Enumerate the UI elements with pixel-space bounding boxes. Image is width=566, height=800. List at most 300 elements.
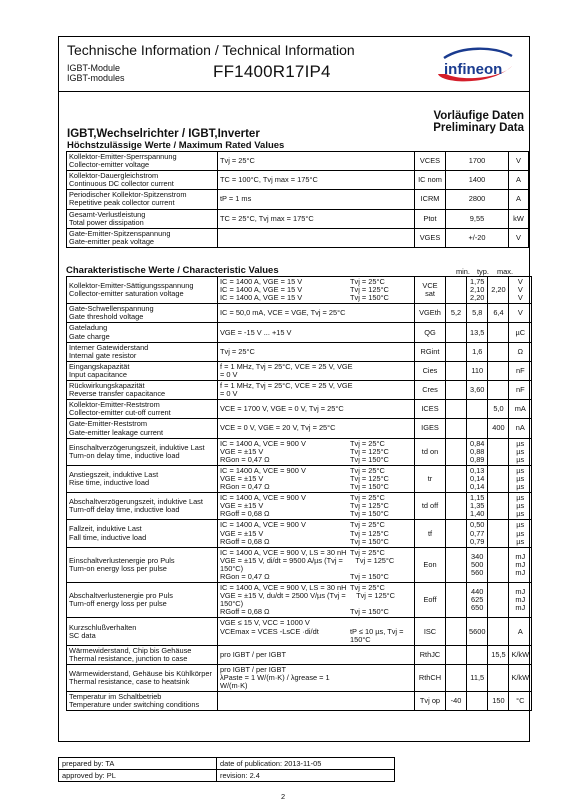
max-rated-table	[66, 151, 529, 248]
unit-line: V	[517, 308, 523, 318]
param-unit	[509, 520, 532, 547]
value-typ-line: 1,6	[472, 346, 483, 356]
unit-line: V	[517, 277, 523, 286]
param-unit: A	[509, 171, 529, 190]
condition-text: VCE = 1700 V, VGE = 0 V, Tvj = 25°C	[220, 404, 344, 414]
value-max	[488, 692, 509, 711]
char-row	[67, 277, 532, 304]
param-condition	[218, 664, 415, 691]
param-symbol: ICRM	[415, 190, 446, 209]
condition-line	[220, 405, 412, 413]
param-symbol: Eon	[415, 547, 446, 582]
param-unit	[509, 583, 532, 618]
condition-text: IC = 1400 A, VCE = 900 V	[220, 465, 306, 475]
param-name-de: Gate-Emitter-Spitzenspannung	[69, 228, 171, 238]
param-name-de: Kollektor-Emitter-Sättigungsspannung	[69, 281, 194, 291]
param-name-de: Anstiegszeit, induktive Last	[69, 469, 159, 479]
param-condition	[218, 583, 415, 618]
param-condition	[218, 438, 415, 465]
param-value: 9,55	[446, 209, 509, 228]
param-condition	[218, 228, 415, 247]
temperature-text: Tvj = 25°C	[350, 520, 385, 530]
char-row	[67, 361, 532, 380]
param-name	[67, 228, 218, 247]
param-symbol: IGES	[415, 419, 446, 438]
header-divider	[58, 91, 530, 92]
param-unit	[509, 361, 532, 380]
condition-text: VGE = ±15 V	[220, 528, 264, 538]
max-rated-title: Höchstzulässige Werte / Maximum Rated Values	[67, 140, 285, 151]
condition-line	[220, 608, 412, 616]
param-unit: V	[509, 228, 529, 247]
condition-text: IC = 50,0 mA, VCE = VGE, Tvj = 25°C	[220, 308, 346, 318]
param-symbol: IC nom	[415, 171, 446, 190]
value-typ-line: 1,75	[470, 277, 485, 286]
unit-line: µs	[516, 520, 525, 530]
document-title: Technische Information / Technical Information	[67, 42, 355, 58]
condition-line	[220, 294, 412, 302]
char-row	[67, 465, 532, 492]
part-number: FF1400R17IP4	[213, 62, 331, 81]
param-name	[67, 583, 218, 618]
param-condition	[218, 493, 415, 520]
param-symbol: tf	[415, 520, 446, 547]
char-row	[67, 400, 532, 419]
unit-line: °C	[516, 696, 525, 706]
char-row	[67, 438, 532, 465]
param-name-de: Wärmewiderstand, Chip bis Gehäuse	[69, 645, 192, 655]
temperature-text: Tvj = 25°C	[350, 465, 385, 475]
temperature-text: Tvj = 150°C	[350, 482, 389, 492]
temperature-text: Tvj = 25°C	[350, 583, 385, 593]
param-name-en: Repetitive peak collector current	[69, 198, 175, 208]
value-typ-line: 3,60	[470, 385, 485, 395]
value-max	[488, 438, 509, 465]
unit-line: µC	[515, 327, 526, 337]
param-symbol: VCES	[415, 152, 446, 171]
value-typ	[467, 465, 488, 492]
value-typ-line: 560	[471, 567, 484, 577]
temperature-text: Tvj = 125°C	[355, 555, 395, 565]
value-max	[488, 419, 509, 438]
param-symbol: Cres	[415, 381, 446, 400]
temperature-text: Tvj = 150°C	[350, 536, 389, 546]
value-typ	[467, 277, 488, 304]
value-typ	[467, 547, 488, 582]
unit-line: µs	[516, 528, 525, 538]
value-typ-line: 2,10	[470, 285, 485, 295]
param-name-de: Gate-Schwellenspannung	[69, 304, 154, 314]
param-name-en: Collector-emitter cut-off current	[69, 408, 171, 418]
value-typ-line: 1,35	[470, 501, 485, 511]
condition-text: IC = 1400 A, VCE = 900 V, LS = 30 nH	[220, 547, 347, 557]
param-value: 2800	[446, 190, 509, 209]
param-name-de: Abschaltverzögerungszeit, induktive Last	[69, 497, 203, 507]
characteristic-table	[66, 276, 532, 711]
value-min: -40	[446, 692, 467, 711]
value-typ	[467, 323, 488, 342]
condition-text: RGoff = 0,68 Ω	[220, 536, 270, 546]
value-max	[488, 381, 509, 400]
param-name-de: Kollektor-Emitter-Reststrom	[69, 400, 160, 410]
value-typ-line: 500	[471, 559, 484, 569]
condition-line	[220, 348, 412, 356]
param-name	[67, 664, 218, 691]
value-min	[446, 277, 467, 304]
param-symbol: Eoff	[415, 583, 446, 618]
unit-line: mJ	[515, 587, 526, 597]
condition-text: RGon = 0,47 Ω	[220, 454, 270, 464]
temperature-text	[350, 348, 412, 356]
condition-line	[220, 628, 412, 644]
param-name	[67, 419, 218, 438]
param-name-de: Kollektor-Dauergleichstrom	[69, 171, 159, 181]
value-max-line: 400	[492, 423, 505, 433]
param-condition	[218, 618, 415, 645]
param-symbol: RGint	[415, 342, 446, 361]
unit-line: mJ	[515, 603, 526, 613]
value-min	[446, 547, 467, 582]
condition-text: IC = 1400 A, VGE = 15 V	[220, 277, 303, 286]
value-typ-line: 110	[471, 365, 484, 375]
param-unit	[509, 645, 532, 664]
unit-line: µs	[516, 465, 525, 475]
param-name-en: Gate threshold voltage	[69, 312, 144, 322]
value-max	[488, 400, 509, 419]
char-row	[67, 493, 532, 520]
param-symbol: VCE sat	[415, 277, 446, 304]
param-symbol: Cies	[415, 361, 446, 380]
param-unit: V	[509, 152, 529, 171]
col-typ-header: typ.	[477, 267, 489, 276]
param-name-de: Kollektor-Emitter-Sperrspannung	[69, 152, 177, 161]
temperature-text: Tvj = 125°C	[356, 591, 395, 601]
param-name-de: Einschaltverlustenergie pro Puls	[69, 555, 175, 565]
temperature-text	[353, 674, 412, 690]
char-row	[67, 664, 532, 691]
value-min	[446, 664, 467, 691]
condition-text: VGE = -15 V ... +15 V	[220, 327, 292, 337]
param-name-en: Turn-on delay time, inductive load	[69, 450, 180, 460]
param-symbol: RthJC	[415, 645, 446, 664]
value-max	[488, 520, 509, 547]
value-min	[446, 520, 467, 547]
param-name-en: Continuous DC collector current	[69, 179, 174, 189]
param-name-en: Rise time, inductive load	[69, 478, 150, 488]
max-row	[67, 152, 529, 171]
value-max	[488, 493, 509, 520]
temperature-text	[350, 424, 412, 432]
param-name-en: Internal gate resistor	[69, 350, 137, 360]
param-name	[67, 361, 218, 380]
param-unit	[509, 323, 532, 342]
unit-line: µs	[516, 501, 525, 511]
condition-line	[220, 483, 412, 491]
param-name	[67, 323, 218, 342]
param-condition: TC = 100°C, Tvj max = 175°C	[218, 171, 415, 190]
value-typ-line: 1,40	[470, 509, 485, 519]
param-name-de: Gateladung	[69, 323, 108, 333]
param-name-en: Collector-emitter saturation voltage	[69, 289, 184, 299]
condition-text: RGon = 0,47 Ω	[220, 482, 270, 492]
param-name	[67, 692, 218, 711]
param-symbol: VGEth	[415, 304, 446, 323]
param-symbol: ISC	[415, 618, 446, 645]
param-unit	[509, 465, 532, 492]
param-unit	[509, 304, 532, 323]
preliminary-label	[433, 110, 524, 134]
temperature-text: Tvj = 25°C	[350, 438, 385, 448]
page-number: 2	[280, 792, 286, 800]
value-typ-line: 650	[471, 603, 484, 613]
condition-text: IC = 1400 A, VCE = 900 V	[220, 520, 306, 530]
revision: revision: 2.4	[217, 770, 395, 782]
param-condition	[218, 361, 415, 380]
condition-text: RGon = 0,47 Ω	[220, 572, 270, 581]
param-unit	[509, 438, 532, 465]
infineon-logo	[432, 44, 516, 86]
value-typ	[467, 400, 488, 419]
value-typ	[467, 520, 488, 547]
unit-line: mJ	[515, 559, 526, 569]
module-type	[67, 63, 125, 83]
value-typ-line: 1,15	[470, 493, 485, 503]
param-name	[67, 277, 218, 304]
max-row	[67, 209, 529, 228]
param-unit	[509, 419, 532, 438]
param-condition	[218, 419, 415, 438]
unit-line: µs	[516, 536, 525, 546]
value-min	[446, 438, 467, 465]
value-typ-line: 0,77	[470, 528, 485, 538]
value-typ	[467, 692, 488, 711]
char-values-title: Charakteristische Werte / Characteristic Values	[66, 265, 279, 276]
value-max	[488, 583, 509, 618]
param-name	[67, 645, 218, 664]
param-name-en: Reverse transfer capacitance	[69, 389, 166, 399]
condition-text: VGE ≤ 15 V, VCC = 1000 V	[220, 618, 310, 628]
value-typ-line: 13,5	[470, 327, 485, 337]
condition-text: IC = 1400 A, VGE = 15 V	[220, 285, 303, 295]
value-typ	[467, 304, 488, 323]
param-name-de: Abschaltverlustenergie pro Puls	[69, 591, 173, 601]
temperature-text: Tvj = 25°C	[350, 277, 385, 286]
col-max-header: max.	[497, 267, 514, 276]
param-name-de: Gesamt-Verlustleistung	[69, 209, 146, 219]
param-name	[67, 400, 218, 419]
condition-text: RGoff = 0,68 Ω	[220, 509, 270, 519]
module-type-en: IGBT-modules	[67, 73, 125, 83]
param-unit	[509, 493, 532, 520]
value-min	[446, 419, 467, 438]
value-max-line: 5,0	[493, 404, 504, 414]
param-name	[67, 381, 218, 400]
condition-text: VGE = ±15 V	[220, 473, 264, 483]
param-name-de: Wärmewiderstand, Gehäuse bis Kühlkörper	[69, 668, 212, 678]
param-name-en: Gate-emitter leakage current	[69, 427, 164, 437]
param-name	[67, 547, 218, 582]
param-condition	[218, 342, 415, 361]
temperature-text	[356, 382, 412, 398]
unit-line: µs	[516, 446, 525, 456]
condition-text: pro IGBT / per IGBT	[220, 664, 286, 674]
param-symbol: tr	[415, 465, 446, 492]
condition-text: VCE = 0 V, VGE = 20 V, Tvj = 25°C	[220, 423, 336, 433]
temperature-text	[350, 405, 412, 413]
param-condition	[218, 400, 415, 419]
value-max	[488, 277, 509, 304]
param-unit	[509, 277, 532, 304]
temperature-text	[350, 329, 412, 337]
value-typ	[467, 438, 488, 465]
param-name	[67, 152, 218, 171]
condition-text: λPaste = 1 W/(m·K) / λgrease = 1 W/(m·K)	[220, 673, 330, 691]
param-name-en: Thermal resistance, case to heatsink	[69, 677, 190, 687]
param-condition: Tvj = 25°C	[218, 152, 415, 171]
condition-line	[220, 329, 412, 337]
value-typ-line: 340	[471, 551, 484, 561]
module-type-de: IGBT-Module	[67, 63, 121, 73]
footer-table	[58, 757, 395, 782]
temperature-text: Tvj = 25°C	[350, 547, 385, 557]
param-value: 1700	[446, 152, 509, 171]
value-min	[446, 465, 467, 492]
temperature-text: Tvj = 125°C	[350, 473, 389, 483]
value-typ	[467, 493, 488, 520]
condition-text: f = 1 MHz, Tvj = 25°C, VCE = 25 V, VGE = 0 V	[220, 381, 353, 399]
logo-arc	[444, 49, 512, 58]
param-name-en: Gate-emitter peak voltage	[69, 236, 155, 246]
temperature-text: Tvj = 150°C	[350, 572, 389, 581]
temperature-text: Tvj = 25°C	[350, 493, 385, 503]
condition-line	[220, 510, 412, 518]
param-name-en: Fall time, inductive load	[69, 532, 147, 542]
condition-text: IC = 1400 A, VCE = 900 V	[220, 493, 306, 503]
param-unit	[509, 692, 532, 711]
param-name-en: Gate charge	[69, 331, 110, 341]
param-value: +/-20	[446, 228, 509, 247]
param-unit	[509, 547, 532, 582]
param-symbol: RthCH	[415, 664, 446, 691]
condition-line	[220, 557, 412, 573]
unit-line: µs	[516, 454, 525, 464]
unit-line: K/kW	[511, 649, 530, 659]
max-row	[67, 228, 529, 247]
condition-text: Tvj = 25°C	[220, 346, 255, 356]
temperature-text: Tvj = 125°C	[350, 446, 389, 456]
value-typ-line: 5,8	[472, 308, 483, 318]
param-name-en: Turn-on energy loss per pulse	[69, 563, 167, 573]
param-name	[67, 190, 218, 209]
param-condition: tP = 1 ms	[218, 190, 415, 209]
param-symbol: td on	[415, 438, 446, 465]
unit-line: K/kW	[511, 673, 530, 683]
temperature-text	[350, 666, 412, 674]
param-name	[67, 171, 218, 190]
value-typ-line: 0,14	[470, 473, 485, 483]
value-max	[488, 323, 509, 342]
temperature-text: Tvj = 125°C	[350, 528, 389, 538]
approved-by: approved by: PL	[59, 770, 217, 782]
param-name-de: Einschaltverzögerungszeit, induktive Last	[69, 442, 205, 452]
param-name-de: Gate-Emitter-Reststrom	[69, 419, 148, 429]
value-min: 5,2	[446, 304, 467, 323]
unit-line: µs	[516, 493, 525, 503]
value-typ	[467, 381, 488, 400]
param-unit	[509, 381, 532, 400]
param-unit: kW	[509, 209, 529, 228]
condition-line	[220, 538, 412, 546]
value-max-line: 15,5	[491, 649, 506, 659]
value-typ	[467, 583, 488, 618]
condition-line	[220, 456, 412, 464]
condition-text: pro IGBT / per IGBT	[220, 649, 286, 659]
value-typ	[467, 342, 488, 361]
value-min	[446, 400, 467, 419]
value-typ	[467, 664, 488, 691]
value-max-line: 150	[492, 696, 505, 706]
value-typ-line: 11,5	[470, 673, 485, 683]
param-symbol: QG	[415, 323, 446, 342]
param-condition	[218, 645, 415, 664]
value-max-line: 6,4	[493, 308, 504, 318]
condition-text: VGE = ±15 V, di/dt = 9500 A/µs (Tvj = 150°C)	[220, 555, 343, 573]
condition-line	[220, 592, 412, 608]
param-name-en: Turn-off energy loss per pulse	[69, 599, 167, 609]
unit-line: V	[517, 285, 523, 295]
max-row	[67, 171, 529, 190]
section-title: IGBT,Wechselrichter / IGBT,Inverter	[67, 128, 260, 140]
value-min	[446, 583, 467, 618]
value-typ-line: 0,13	[470, 465, 485, 475]
temperature-text: Tvj = 150°C	[350, 293, 389, 303]
value-max	[488, 304, 509, 323]
param-name-de: Eingangskapazität	[69, 361, 130, 371]
char-row	[67, 692, 532, 711]
condition-line	[220, 674, 412, 690]
condition-text: VGE = ±15 V, du/dt = 2500 V/µs (Tvj = 150°C)	[220, 591, 346, 609]
param-name-de: Interner Gatewiderstand	[69, 342, 149, 352]
char-row	[67, 381, 532, 400]
value-max	[488, 664, 509, 691]
temperature-text: Tvj = 150°C	[350, 607, 389, 617]
value-typ-line: 0,79	[470, 536, 485, 546]
char-row	[67, 304, 532, 323]
value-typ	[467, 645, 488, 664]
unit-line: A	[517, 626, 523, 636]
value-max	[488, 465, 509, 492]
value-typ-line: 0,84	[470, 438, 485, 448]
param-condition	[218, 304, 415, 323]
param-name	[67, 342, 218, 361]
condition-line	[220, 651, 412, 659]
param-name-en: Total power dissipation	[69, 217, 144, 227]
value-min	[446, 342, 467, 361]
value-typ-line: 0,89	[470, 454, 485, 464]
value-typ	[467, 361, 488, 380]
unit-line: Ω	[517, 346, 524, 356]
condition-text: VCEmax = VCES -LsCE ·di/dt	[220, 626, 319, 636]
condition-text: IC = 1400 A, VGE = 15 V	[220, 293, 303, 303]
condition-text: VGE = ±15 V	[220, 501, 264, 511]
value-typ-line: 0,88	[470, 446, 485, 456]
param-name	[67, 438, 218, 465]
unit-line: mJ	[515, 595, 526, 605]
param-name-de: Periodischer Kollektor-Spitzenstrom	[69, 190, 187, 200]
param-name	[67, 465, 218, 492]
value-typ-line: 625	[471, 595, 484, 605]
unit-line: µs	[516, 473, 525, 483]
